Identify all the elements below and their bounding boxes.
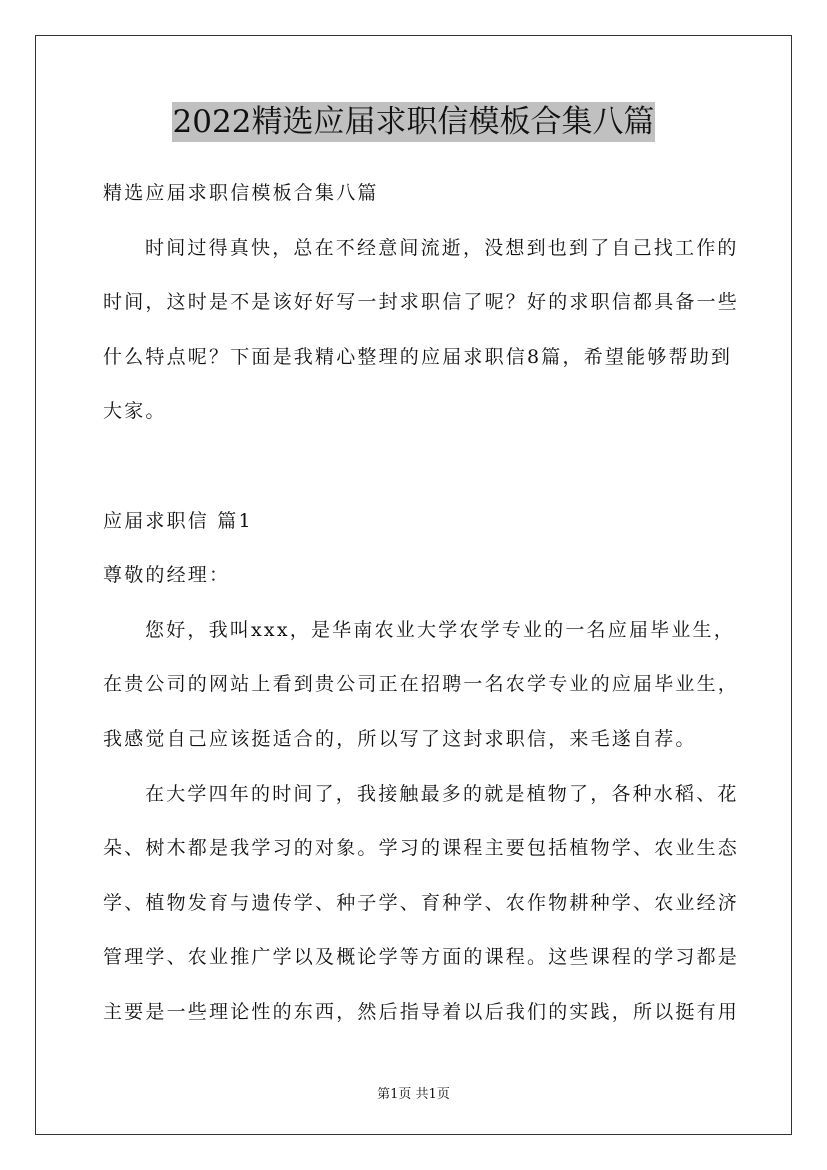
text-line: 管理学、农业推广学以及概论学等方面的课程。这些课程的学习都是: [103, 946, 740, 969]
text-line: 应届求职信 篇1: [103, 509, 253, 532]
page-footer: 第1页 共1页: [377, 1087, 450, 1102]
text-line: 主要是一些理论性的东西，然后指导着以后我们的实践，所以挺有用: [103, 1000, 740, 1023]
text-line: 在贵公司的网站上看到贵公司正在招聘一名农学专业的应届毕业生，: [103, 673, 740, 696]
document-title-wrap: [0, 102, 827, 142]
text-line: 尊敬的经理：: [103, 564, 231, 587]
text-line: 时间过得真快，总在不经意间流逝，没想到也到了自己找工作的: [145, 236, 739, 259]
document-body: [103, 166, 740, 1040]
text-line: 朵、树木都是我学习的对象。学习的课程主要包括植物学、农业生态: [103, 837, 740, 860]
text-line: 学、植物发育与遗传学、种子学、育种学、农作物耕种学、农业经济: [103, 891, 740, 914]
text-line: 在大学四年的时间了，我接触最多的就是植物了，各种水稻、花: [145, 782, 739, 805]
text-line: 您好，我叫xxx，是华南农业大学农学专业的一名应届毕业生，: [145, 618, 735, 641]
text-line: 时间，这时是不是该好好写一封求职信了呢？好的求职信都具备一些: [103, 291, 740, 314]
text-line: 大家。: [103, 400, 167, 423]
text-line: 我感觉自己应该挺适合的，所以写了这封求职信，来毛遂自荐。: [103, 727, 697, 750]
document-title: 2022精选应届求职信模板合集八篇: [172, 104, 655, 140]
text-line: 什么特点呢？下面是我精心整理的应届求职信8篇，希望能够帮助到: [103, 345, 733, 368]
text-line: 精选应届求职信模板合集八篇: [103, 182, 379, 204]
text-line: [103, 439, 728, 494]
